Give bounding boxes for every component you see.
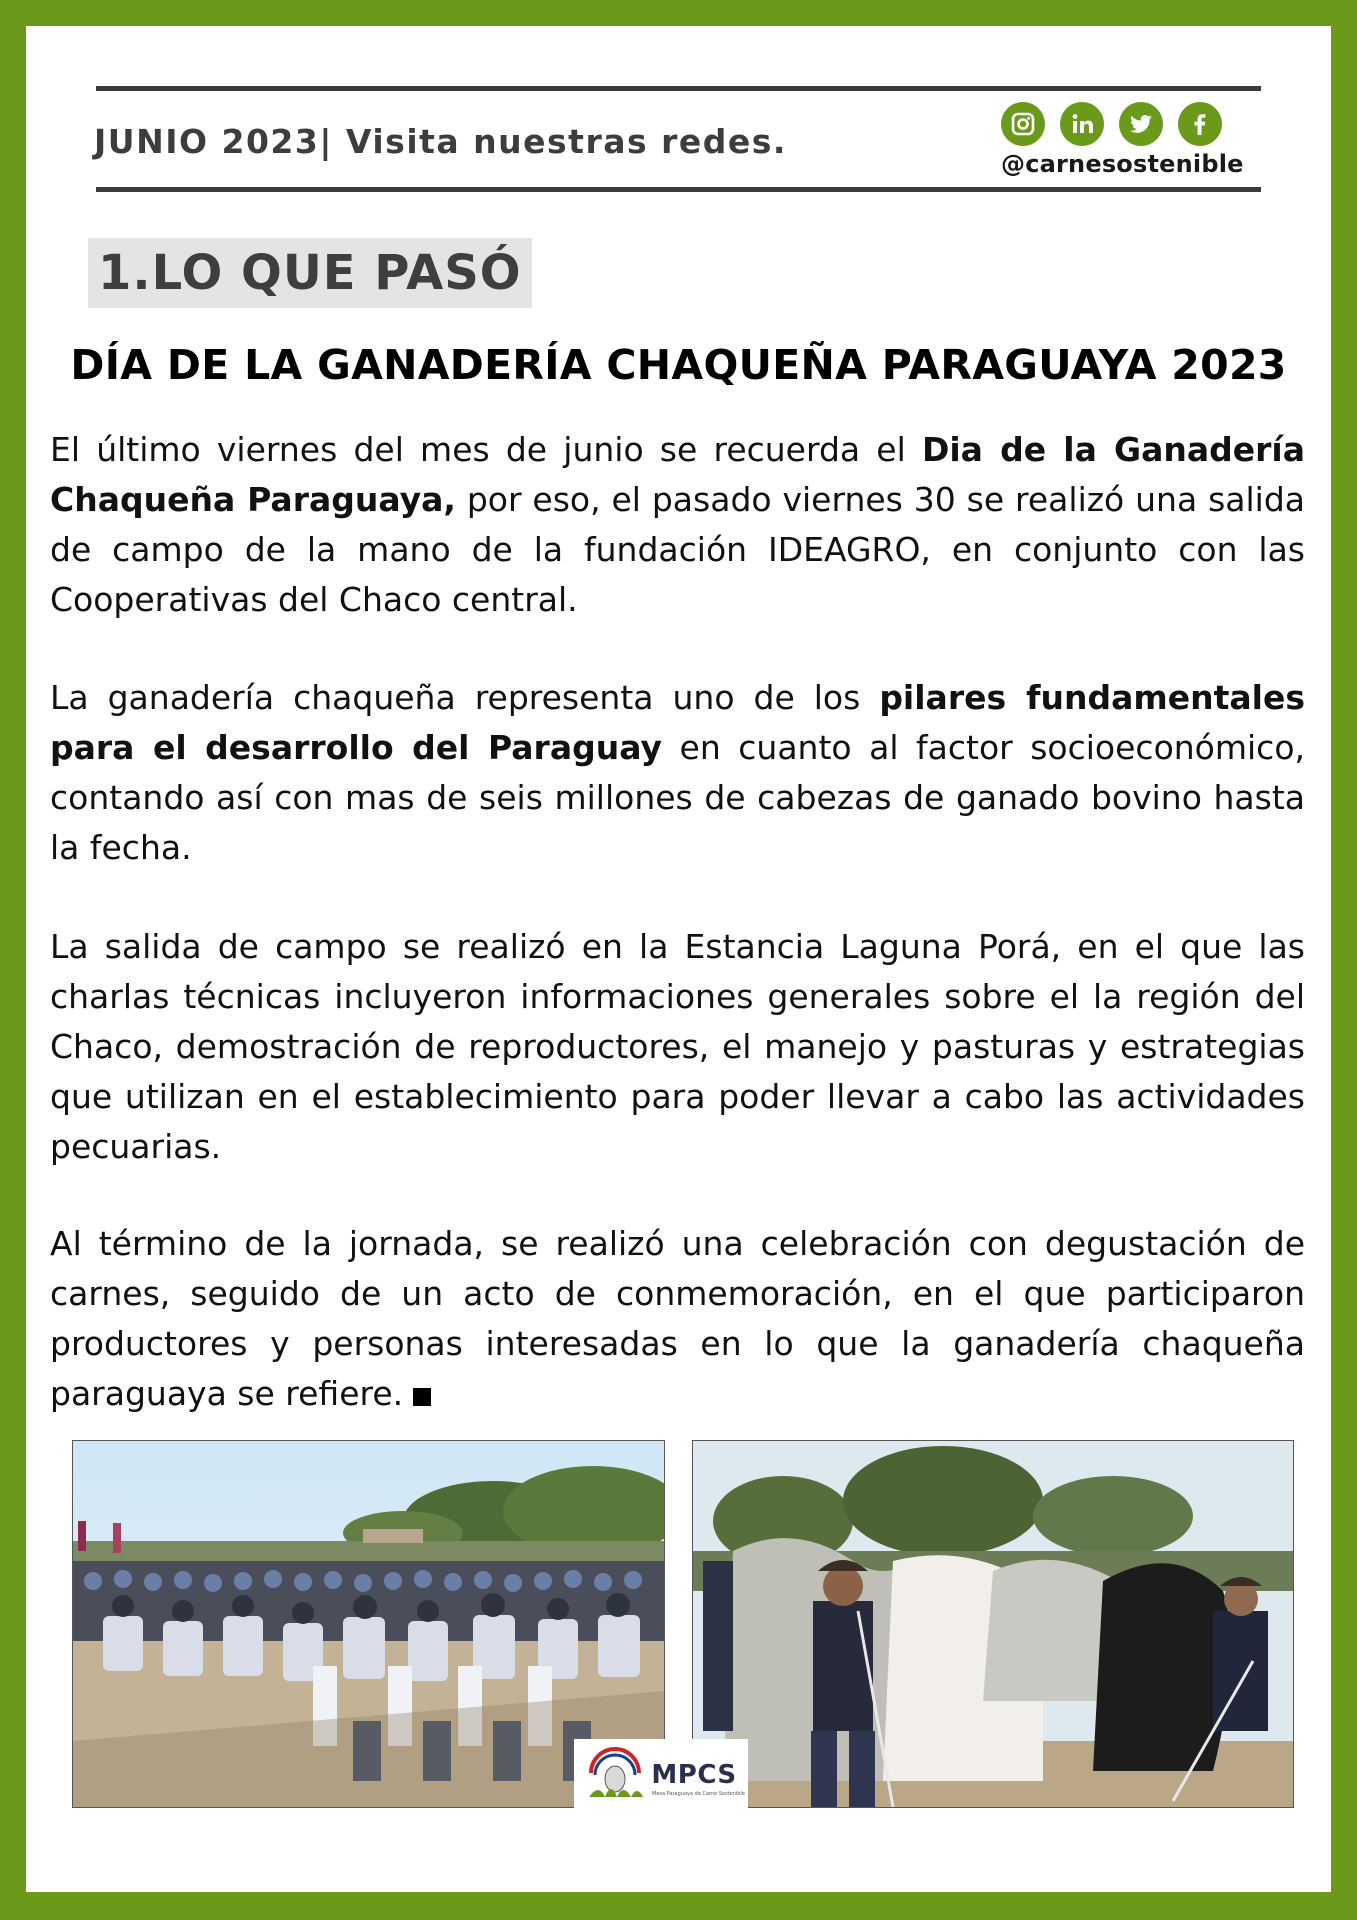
paragraph-text: por eso, el pasado viernes 30 se realizó una salida de campo de la mano de la fundación IDEAGRO, en conjunto con las Cooperativas del Chaco central. (50, 480, 1306, 619)
article-paragraph-1 (50, 425, 1305, 625)
paragraph-bold-text: pilares fundamentales para el desarrollo del Paraguay (50, 678, 1305, 767)
cattle-photo (692, 1440, 1294, 1808)
paragraph-text: Al término de la jornada, se realizó una celebración con degustación de carnes, seguido de un acto de conmemoración, en el que participaron productores y personas interesadas en lo que la ganadería chaqueña paraguaya se refiere. (50, 1224, 1305, 1413)
social-links (1001, 102, 1244, 182)
section-label: 1.LO QUE PASÓ (88, 238, 532, 308)
paragraph-text: La ganadería chaqueña representa uno de los (50, 678, 880, 717)
header-date-text: JUNIO 2023| Visita nuestras redes. (94, 122, 787, 161)
facebook-icon[interactable] (1178, 102, 1222, 146)
mpcs-emblem-icon (585, 1747, 645, 1803)
article-paragraph-3: La salida de campo se realizó en la Estancia Laguna Porá, en el que las charlas técnicas incluyeron informaciones generales sobre el la región del Chaco, demostración de reproductores, el manejo y pasturas y estrategias que utilizan en el establecimiento para poder llevar a cabo las actividades pecuarias. (50, 927, 1305, 1166)
logo-tagline: Mesa Paraguaya de Carne Sostenible (652, 1791, 745, 1797)
paragraph-bold-text: Dia de la Ganadería Chaqueña Paraguaya, (50, 430, 1306, 519)
article-paragraph-2 (50, 673, 1305, 873)
end-of-article-mark (413, 1388, 431, 1406)
instagram-icon[interactable] (1001, 102, 1045, 146)
logo-wordmark: MPCS (651, 1760, 737, 1790)
paragraph-text: en cuanto al factor socioeconómico, contando así con mas de seis millones de cabezas de ganado bovino hasta la fecha. (50, 728, 1306, 867)
newsletter-page (26, 26, 1331, 1892)
social-handle[interactable]: @carnesostenible (1001, 150, 1244, 178)
article-headline: DÍA DE LA GANADERÍA CHAQUEÑA PARAGUAYA 2023 (70, 341, 1287, 389)
header-top-rule (96, 86, 1261, 91)
header-bottom-rule (96, 187, 1261, 192)
linkedin-icon[interactable] (1060, 102, 1104, 146)
paragraph-text: El último viernes del mes de junio se recuerda el (50, 430, 922, 469)
article-paragraph-4 (50, 1219, 1305, 1419)
mpcs-logo (574, 1739, 748, 1811)
twitter-icon[interactable] (1119, 102, 1163, 146)
